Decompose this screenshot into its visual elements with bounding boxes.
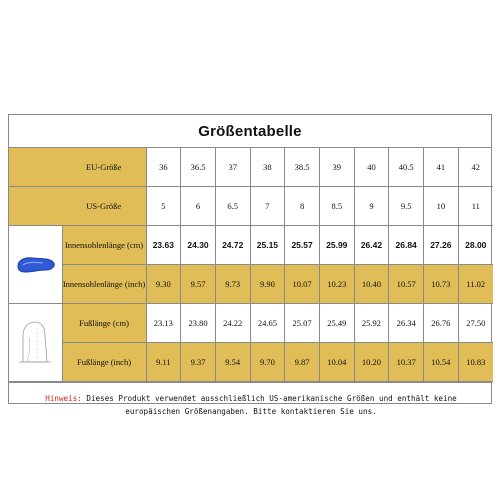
table-row	[9, 265, 493, 304]
size-table	[9, 148, 493, 382]
row-label: EU-Größe	[62, 148, 146, 187]
size-value-cell: 10.04	[319, 343, 354, 382]
size-value-cell: 37	[215, 148, 250, 187]
size-value-cell: 36.5	[181, 148, 216, 187]
size-value-cell: 25.49	[319, 304, 354, 343]
blank-cell	[9, 187, 62, 226]
size-value-cell: 11.02	[458, 265, 493, 304]
size-value-cell: 6.5	[215, 187, 250, 226]
size-value-cell: 39	[319, 148, 354, 187]
size-value-cell: 10.23	[319, 265, 354, 304]
size-value-cell: 27.26	[424, 226, 459, 265]
table-row	[9, 226, 493, 265]
size-value-cell: 10	[424, 187, 459, 226]
blank-cell	[9, 148, 62, 187]
size-value-cell: 24.65	[250, 304, 285, 343]
size-value-cell: 23.80	[181, 304, 216, 343]
size-value-cell: 10.57	[389, 265, 424, 304]
size-chart	[8, 114, 492, 416]
size-value-cell: 9	[354, 187, 389, 226]
size-value-cell: 25.57	[285, 226, 320, 265]
size-value-cell: 25.15	[250, 226, 285, 265]
size-value-cell: 26.34	[389, 304, 424, 343]
size-value-cell: 25.99	[319, 226, 354, 265]
size-value-cell: 9.54	[215, 343, 250, 382]
hint-note	[9, 382, 491, 439]
table-row	[9, 304, 493, 343]
size-value-cell: 8	[285, 187, 320, 226]
size-value-cell: 24.72	[215, 226, 250, 265]
size-value-cell: 9.70	[250, 343, 285, 382]
size-value-cell: 9.73	[215, 265, 250, 304]
size-value-cell: 24.30	[181, 226, 216, 265]
size-value-cell: 26.76	[424, 304, 459, 343]
size-value-cell: 38.5	[285, 148, 320, 187]
insole-icon	[9, 226, 62, 304]
size-value-cell: 10.40	[354, 265, 389, 304]
row-label: Innensohlenlänge (cm)	[62, 226, 146, 265]
size-value-cell: 40.5	[389, 148, 424, 187]
size-value-cell: 10.54	[424, 343, 459, 382]
table-row	[9, 148, 493, 187]
size-value-cell: 5	[146, 187, 181, 226]
size-value-cell: 10.20	[354, 343, 389, 382]
row-label: Fußlänge (cm)	[62, 304, 146, 343]
size-value-cell: 26.84	[389, 226, 424, 265]
size-value-cell: 41	[424, 148, 459, 187]
size-value-cell: 9.37	[181, 343, 216, 382]
table-row	[9, 187, 493, 226]
hint-text: Dieses Produkt verwendet ausschließlich US-amerikanische Größen und enthält keine europäischen Größenangaben. Bitte kontaktieren Sie uns.	[86, 394, 457, 416]
hint-prefix: Hinweis:	[45, 394, 82, 403]
size-value-cell: 23.63	[146, 226, 181, 265]
size-value-cell: 9.90	[250, 265, 285, 304]
size-value-cell: 10.73	[424, 265, 459, 304]
size-value-cell: 10.83	[458, 343, 493, 382]
size-value-cell: 36	[146, 148, 181, 187]
size-value-cell: 42	[458, 148, 493, 187]
row-label: US-Größe	[62, 187, 146, 226]
table-row	[9, 343, 493, 382]
size-value-cell: 25.07	[285, 304, 320, 343]
row-label: Innensohlenlänge (inch)	[62, 265, 146, 304]
size-value-cell: 10.07	[285, 265, 320, 304]
size-value-cell: 11	[458, 187, 493, 226]
foot-outline-icon	[9, 304, 62, 382]
chart-title: Größentabelle	[9, 115, 491, 148]
size-value-cell: 40	[354, 148, 389, 187]
size-value-cell: 6	[181, 187, 216, 226]
size-value-cell: 26.42	[354, 226, 389, 265]
size-value-cell: 28.00	[458, 226, 493, 265]
size-value-cell: 10.37	[389, 343, 424, 382]
size-value-cell: 38	[250, 148, 285, 187]
size-value-cell: 9.30	[146, 265, 181, 304]
size-value-cell: 9.11	[146, 343, 181, 382]
size-value-cell: 25.92	[354, 304, 389, 343]
size-value-cell: 9.87	[285, 343, 320, 382]
size-value-cell: 7	[250, 187, 285, 226]
size-value-cell: 9.5	[389, 187, 424, 226]
size-value-cell: 9.57	[181, 265, 216, 304]
size-value-cell: 23.13	[146, 304, 181, 343]
size-value-cell: 27.50	[458, 304, 493, 343]
row-label: Fußlänge (inch)	[62, 343, 146, 382]
size-value-cell: 8.5	[319, 187, 354, 226]
size-value-cell: 24.22	[215, 304, 250, 343]
